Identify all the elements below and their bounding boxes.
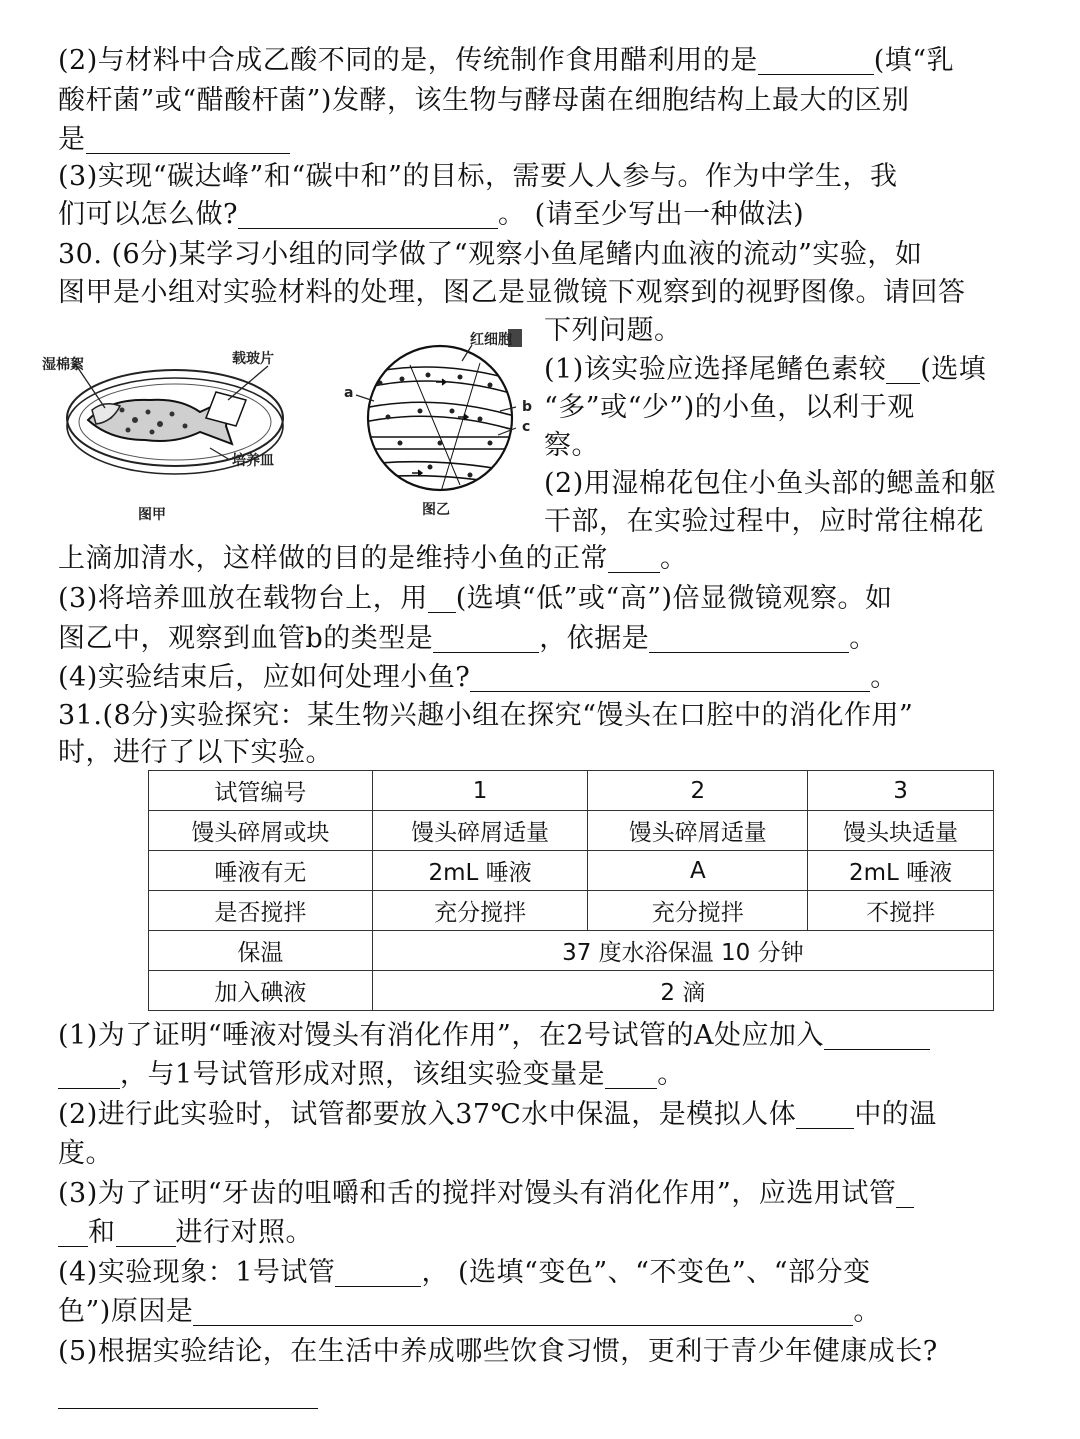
q30-2-line2: 干部，在实验过程中，应时常往棉花 — [544, 506, 984, 537]
table-cell: 馒头碎屑或块 — [149, 811, 373, 851]
q30-intro-line1: 30. (6分)某学习小组的同学做了“观察小鱼尾鳍内血液的流动”实验，如 — [58, 239, 923, 270]
answer-blank[interactable] — [470, 663, 870, 692]
q30-3-line2: 图乙中，观察到血管b的类型是 ，依据是 。 — [58, 623, 877, 654]
answer-blank[interactable] — [649, 624, 849, 653]
q29-2-line1: (2)与材料中合成乙酸不同的是，传统制作食用醋利用的是 (填“乳 — [58, 45, 955, 76]
q31-2-line2: 度。 — [58, 1138, 113, 1169]
table-cell: 充分搅拌 — [588, 891, 808, 931]
table-cell: 是否搅拌 — [149, 891, 373, 931]
table-cell: 馒头碎屑适量 — [588, 811, 808, 851]
table-cell: 3 — [808, 771, 994, 811]
answer-blank[interactable] — [796, 1100, 854, 1129]
q30-1-line1: (1)该实验应选择尾鳍色素较 (选填 — [544, 354, 987, 385]
q31-3-line1: (3)为了证明“牙齿的咀嚼和舌的搅拌对馒头有消化作用”，应选用试管 — [58, 1175, 1024, 1213]
answer-blank[interactable] — [58, 1380, 318, 1409]
q30-1-line2: “多”或“少”)的小鱼，以利于观 — [544, 392, 915, 423]
label-wet-cotton: 湿棉絮 — [42, 357, 84, 373]
table-row — [149, 971, 994, 1011]
caption-figure-yi: 图乙 — [422, 502, 450, 518]
q30-1-line3: 察。 — [544, 430, 599, 461]
q31-4-line1: (4)实验现象：1号试管 ， (选填“变色”、“不变色”、“部分变 — [58, 1257, 871, 1288]
figure-jia — [40, 340, 290, 530]
table-cell: 37 度水浴保温 10 分钟 — [372, 931, 993, 971]
q31-5-line2 — [58, 1376, 1024, 1414]
table-cell: 馒头碎屑适量 — [372, 811, 588, 851]
answer-blank[interactable] — [58, 1060, 120, 1089]
answer-blank[interactable] — [608, 544, 660, 573]
table-cell: 1 — [372, 771, 588, 811]
answer-blank[interactable] — [335, 1258, 421, 1287]
q29-3-line2: 们可以怎么做? 。 (请至少写出一种做法) — [58, 199, 805, 230]
label-glass-slide: 载玻片 — [232, 351, 274, 367]
answer-blank[interactable] — [58, 1218, 88, 1247]
figure-yi — [340, 325, 540, 525]
answer-blank[interactable] — [886, 355, 920, 384]
q30-2-line3: 上滴加清水，这样做的目的是维持小鱼的正常 。 — [58, 543, 688, 574]
label-a: a — [344, 385, 354, 401]
table-row — [149, 931, 994, 971]
table-cell: 馒头块适量 — [808, 811, 994, 851]
table-cell: 试管编号 — [149, 771, 373, 811]
q31-3-line2: 和 进行对照。 — [58, 1214, 1024, 1252]
q30-intro-line2: 图甲是小组对实验材料的处理，图乙是显微镜下观察到的视野图像。请回答 — [58, 277, 966, 308]
answer-blank[interactable] — [86, 125, 290, 154]
table-row — [149, 771, 994, 811]
answer-blank[interactable] — [605, 1060, 657, 1089]
microscope-view-illustration — [340, 325, 540, 525]
table-cell: 2mL 唾液 — [808, 851, 994, 891]
q30-2-line1: (2)用湿棉花包住小鱼头部的鳃盖和躯 — [544, 468, 997, 499]
answer-blank[interactable] — [433, 624, 539, 653]
answer-blank[interactable] — [896, 1179, 914, 1208]
answer-blank[interactable] — [238, 200, 498, 229]
label-petri-dish: 培养皿 — [232, 453, 274, 469]
experiment-table — [148, 770, 994, 1011]
q29-3-line1: (3)实现“碳达峰”和“碳中和”的目标，需要人人参与。作为中学生，我 — [58, 161, 898, 192]
label-b: b — [522, 399, 533, 415]
answer-blank[interactable] — [116, 1218, 176, 1247]
table-cell: 不搅拌 — [808, 891, 994, 931]
table-cell: 保温 — [149, 931, 373, 971]
table-cell: 2 — [588, 771, 808, 811]
caption-figure-jia: 图甲 — [138, 507, 166, 523]
q30-3-line1: (3)将培养皿放在载物台上，用 (选填“低”或“高”)倍显微镜观察。如 — [58, 583, 893, 614]
table-cell: A — [588, 851, 808, 891]
answer-blank[interactable] — [428, 584, 456, 613]
label-c: c — [522, 419, 531, 435]
q31-4-line2: 色”)原因是 。 — [58, 1296, 881, 1327]
table-row — [149, 891, 994, 931]
table-cell: 加入碘液 — [149, 971, 373, 1011]
table-cell: 充分搅拌 — [372, 891, 588, 931]
q31-1-line1: (1)为了证明“唾液对馒头有消化作用”，在2号试管的A处应加入 — [58, 1017, 1024, 1055]
table-cell: 2 滴 — [372, 971, 993, 1011]
q31-2-line1: (2)进行此实验时，试管都要放入37℃水中保温，是模拟人体 中的温 — [58, 1099, 937, 1130]
q30-intro-line3: 下列问题。 — [544, 315, 682, 346]
table-cell: 唾液有无 — [149, 851, 373, 891]
q30-4-line: (4)实验结束后，应如何处理小鱼? 。 — [58, 662, 898, 693]
q31-5-line1: (5)根据实验结论，在生活中养成哪些饮食习惯，更利于青少年健康成长? — [58, 1336, 938, 1367]
table-cell: 2mL 唾液 — [372, 851, 588, 891]
q29-2-line2: 酸杆菌”或“醋酸杆菌”)发酵，该生物与酵母菌在细胞结构上最大的区别 — [58, 85, 910, 116]
label-red-blood-cell: 红细胞 — [470, 332, 512, 348]
q31-intro-line1: 31.(8分)实验探究：某生物兴趣小组在探究“馒头在口腔中的消化作用” — [58, 700, 914, 731]
q29-2-line3: 是 — [58, 121, 1024, 159]
q31-intro-line2: 时，进行了以下实验。 — [58, 737, 333, 768]
answer-blank[interactable] — [758, 46, 874, 75]
answer-blank[interactable] — [824, 1021, 930, 1050]
answer-blank[interactable] — [193, 1297, 853, 1326]
q31-1-line2: ，与1号试管形成对照，该组实验变量是 。 — [58, 1056, 1024, 1094]
table-row — [149, 851, 994, 891]
table-row — [149, 811, 994, 851]
